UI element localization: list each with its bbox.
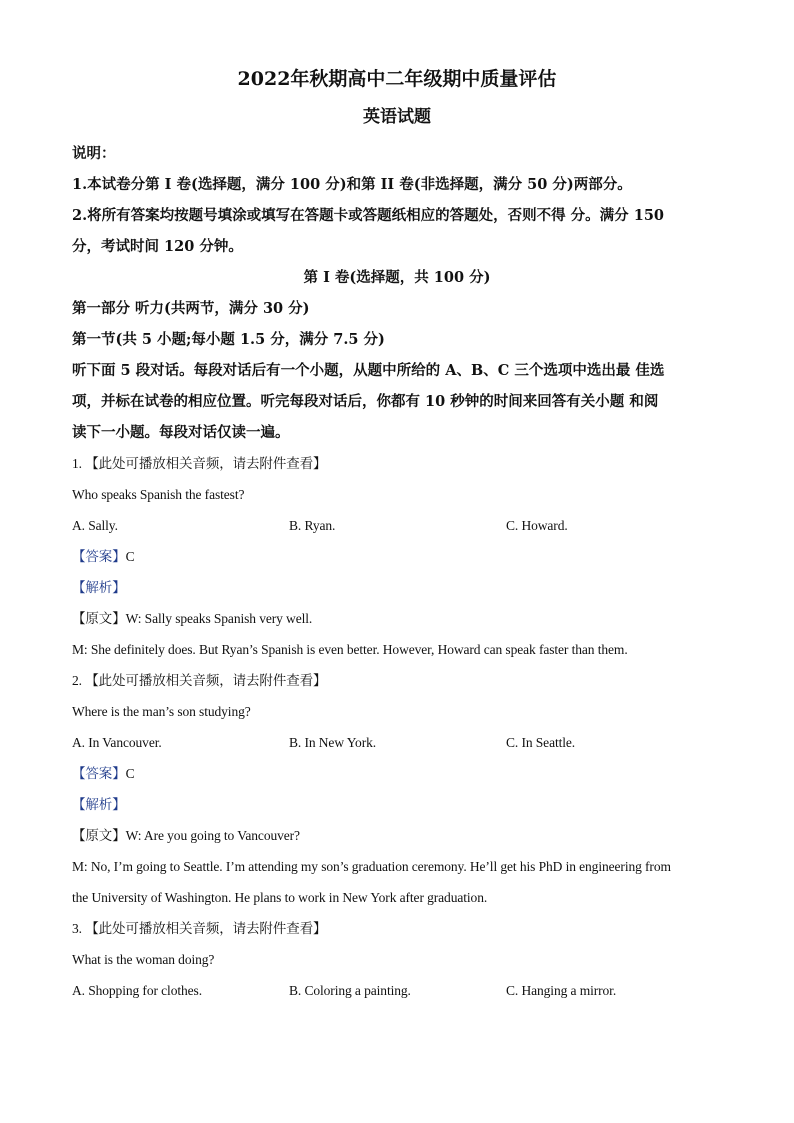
note-item-1: 1.本试卷分第 I 卷(选择题，满分 100 分)和第 II 卷(非选择题，满分 50 分)两部分。 xyxy=(72,176,632,193)
option-a: A. Sally. xyxy=(72,518,118,533)
note-item-2-line-2: 分，考试时间 120 分钟。 xyxy=(72,238,243,255)
options-row xyxy=(72,975,722,1006)
answer-line xyxy=(72,758,722,789)
original-line-1 xyxy=(72,603,722,634)
question-header xyxy=(72,448,722,479)
option-a: A. In Vancouver. xyxy=(72,735,162,750)
part-title: 第一部分 听力(共两节，满分 30 分) xyxy=(72,300,310,317)
original-tag: 【原文】 xyxy=(72,828,126,843)
options-row xyxy=(72,727,722,758)
original-text: W: Sally speaks Spanish very well. xyxy=(125,611,313,626)
option-b: B. Coloring a painting. xyxy=(289,983,411,998)
answer-line xyxy=(72,541,722,572)
question-header xyxy=(72,913,722,944)
question-number: 1. xyxy=(72,456,82,471)
instruction-line-1: 听下面 5 段对话。每段对话后有一个小题，从题中所给的 A、B、C 三个选项中选出最 佳选 xyxy=(72,362,665,379)
section-title: 第一节(共 5 小题;每小题 1.5 分，满分 7.5 分) xyxy=(72,331,385,348)
option-c: C. Hanging a mirror. xyxy=(506,983,617,998)
answer-tag: 【答案】 xyxy=(72,549,126,564)
question-1 xyxy=(72,448,722,665)
volume-title: 第 I 卷(选择题，共 100 分) xyxy=(303,269,491,286)
instruction-line-2: 项，并标在试卷的相应位置。听完每段对话后，你都有 10 秒钟的时间来回答有关小题 和阅 xyxy=(72,393,659,410)
answer-value: C xyxy=(125,766,135,781)
question-number: 3. xyxy=(72,921,82,936)
original-line-3: the University of Washington. He plans to work in New York after graduation. xyxy=(72,890,488,905)
original-line-2: M: She definitely does. But Ryan’s Spanish is even better. However, Howard can speak faster than them. xyxy=(72,642,628,657)
question-text: What is the woman doing? xyxy=(72,952,215,967)
question-text: Where is the man’s son studying? xyxy=(72,704,251,719)
exam-title: 2022年秋期高中二年级期中质量评估 xyxy=(237,68,557,90)
question-2 xyxy=(72,665,722,913)
question-number: 2. xyxy=(72,673,82,688)
note-item-2-line-1: 2.将所有答案均按题号填涂或填写在答题卡或答题纸相应的答题处，否则不得 分。满分 150 xyxy=(72,207,664,224)
audio-note: 【此处可播放相关音频，请去附件查看】 xyxy=(85,921,327,936)
options-row xyxy=(72,510,722,541)
exam-page xyxy=(72,66,722,1006)
question-text: Who speaks Spanish the fastest? xyxy=(72,487,245,502)
original-tag: 【原文】 xyxy=(72,611,126,626)
notes-heading: 说明： xyxy=(72,145,116,162)
option-a: A. Shopping for clothes. xyxy=(72,983,202,998)
answer-tag: 【答案】 xyxy=(72,766,126,781)
analysis-line xyxy=(72,572,722,603)
question-3 xyxy=(72,913,722,1006)
audio-note: 【此处可播放相关音频，请去附件查看】 xyxy=(85,456,327,471)
audio-note: 【此处可播放相关音频，请去附件查看】 xyxy=(85,673,327,688)
original-text: W: Are you going to Vancouver? xyxy=(125,828,300,843)
analysis-line xyxy=(72,789,722,820)
exam-subtitle: 英语试题 xyxy=(363,107,431,127)
question-header xyxy=(72,665,722,696)
analysis-tag: 【解析】 xyxy=(72,580,126,595)
option-b: B. In New York. xyxy=(289,735,377,750)
option-b: B. Ryan. xyxy=(289,518,336,533)
instruction-line-3: 读下一小题。每段对话仅读一遍。 xyxy=(72,424,290,441)
original-line-1 xyxy=(72,820,722,851)
answer-value: C xyxy=(125,549,135,564)
option-c: C. In Seattle. xyxy=(506,735,576,750)
original-line-2: M: No, I’m going to Seattle. I’m attending my son’s graduation ceremony. He’ll get his PhD in engineering from xyxy=(72,859,671,874)
analysis-tag: 【解析】 xyxy=(72,797,126,812)
option-c: C. Howard. xyxy=(506,518,568,533)
